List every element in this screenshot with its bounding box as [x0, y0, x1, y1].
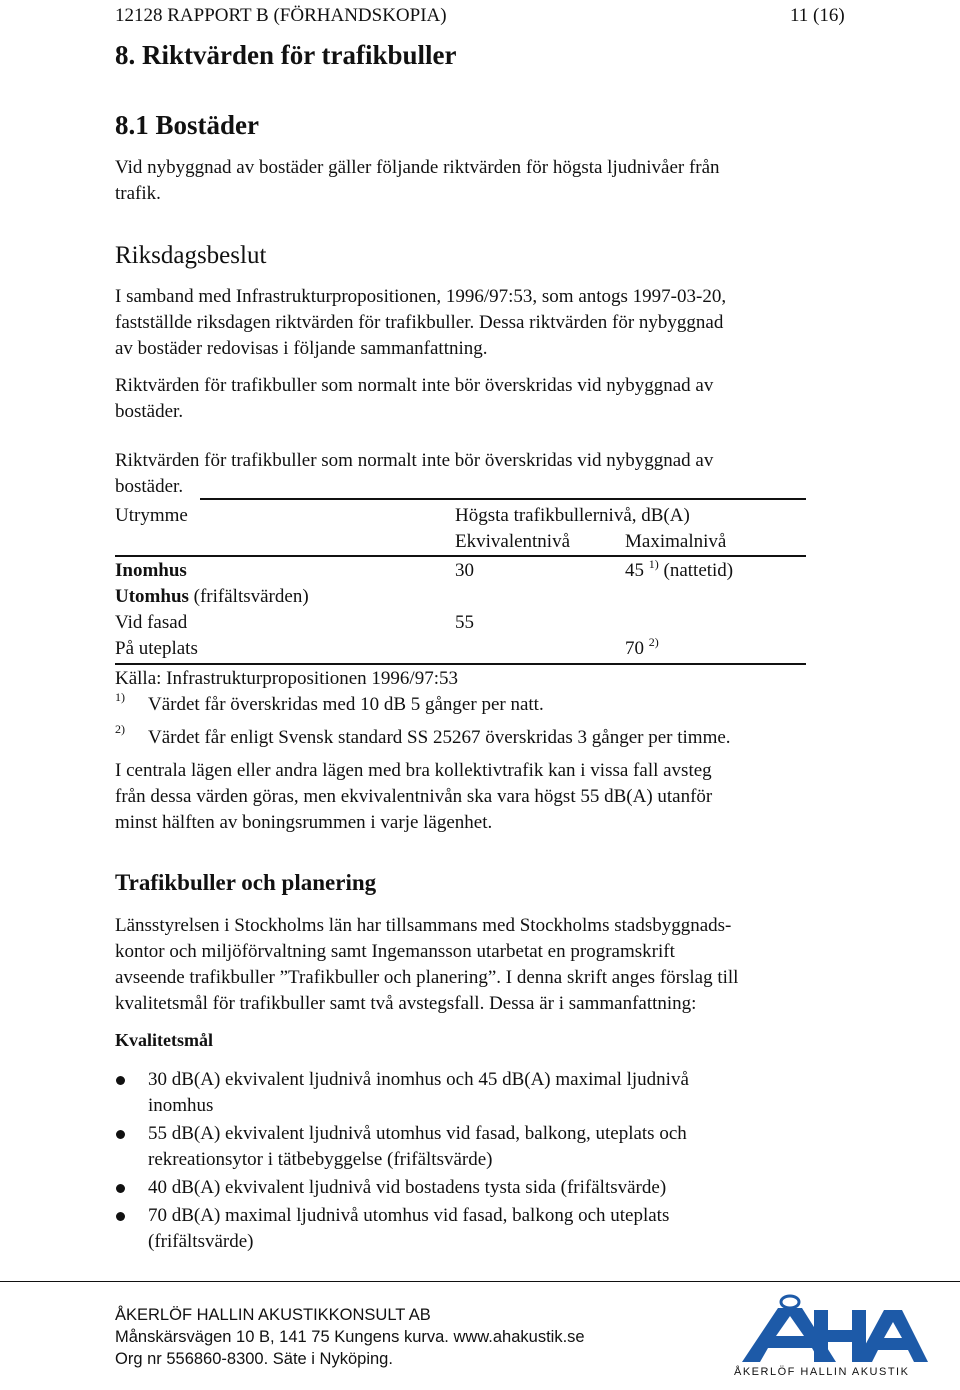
table-source: Källa: Infrastrukturpropositionen 1996/97:53 — [115, 668, 458, 689]
table-header-max-level: Högsta trafikbullernivå, dB(A) — [455, 505, 690, 526]
table-cell-maximal: 70 $^{2)}$ — [625, 635, 659, 659]
list-item-line: 55 dB(A) ekvivalent ljudnivå utomhus vid fasad, balkong, uteplats och — [148, 1123, 687, 1144]
table-header-maximal: Maximalnivå — [625, 531, 727, 552]
planering-heading: Trafikbuller och planering — [115, 870, 377, 895]
table-cell-equivalent: 30 — [455, 560, 474, 581]
intro-line-1: Vid nybyggnad av bostäder gäller följande riktvärden för högsta ljudnivåer från — [115, 157, 720, 178]
table-row-label: Inomhus — [115, 560, 187, 581]
planering-line-3: avseende trafikbuller ”Trafikbuller och planering”. I denna skrift anges förslag till — [115, 967, 739, 988]
list-item-line: 30 dB(A) ekvivalent ljudnivå inomhus och 45 dB(A) maximal ljudnivå — [148, 1069, 689, 1090]
riksdag-line-1: I samband med Infrastrukturpropositionen, 1996/97:53, som antogs 1997-03-20, — [115, 286, 727, 307]
intro-line-2: trafik. — [115, 183, 161, 204]
caption-2-line-1: Riktvärden för trafikbuller som normalt inte bör överskridas vid nybyggnad av — [115, 450, 714, 471]
bullet-icon — [116, 1212, 125, 1221]
table-header-space: Utrymme — [115, 505, 188, 526]
planering-line-1: Länsstyrelsen i Stockholms län har tillsammans med Stockholms stadsbyggnads- — [115, 915, 732, 936]
table-row-label: Utomhus (frifältsvärden) — [115, 586, 309, 607]
note-2-marker: 2) — [115, 722, 125, 736]
list-item-line: inomhus — [148, 1095, 214, 1116]
table-row-label: Vid fasad — [115, 612, 188, 633]
table-cell-equivalent: 55 — [455, 612, 474, 633]
riksdag-line-2: fastställde riksdagen riktvärden för trafikbuller. Dessa riktvärden för nybyggnad — [115, 312, 724, 333]
caption-1-line-2: bostäder. — [115, 401, 184, 422]
subsection-title: 8.1 Bostäder — [115, 110, 259, 140]
central-line-2: från dessa värden göras, men ekvivalentnivån ska vara högst 55 dB(A) utanför — [115, 786, 713, 807]
central-line-3: minst hälften av boningsrummen i varje lägenhet. — [115, 812, 493, 833]
footer-address: Månskärsvägen 10 B, 141 75 Kungens kurva. www.ahakustik.se — [115, 1328, 585, 1346]
footer-company: ÅKERLÖF HALLIN AKUSTIKKONSULT AB — [115, 1306, 431, 1324]
note-1-marker: 1) — [115, 690, 125, 704]
bullet-icon — [116, 1130, 125, 1139]
note-2: Värdet får enligt Svensk standard SS 25267 överskridas 3 gånger per timme. — [148, 727, 731, 748]
planering-line-4: kvalitetsmål för trafikbuller samt två avstegsfall. Dessa är i sammanfattning: — [115, 993, 697, 1014]
caption-1-line-1: Riktvärden för trafikbuller som normalt inte bör överskridas vid nybyggnad av — [115, 375, 714, 396]
list-item-line: rekreationsytor i tätbebyggelse (frifältsvärde) — [148, 1149, 493, 1170]
riksdagsbeslut-heading: Riksdagsbeslut — [115, 242, 267, 269]
bullet-icon — [116, 1184, 125, 1193]
bullet-icon — [116, 1076, 125, 1085]
riksdag-line-3: av bostäder redovisas i följande sammanfattning. — [115, 338, 488, 359]
logo-text: ÅKERLÖF HALLIN AKUSTIK — [734, 1366, 910, 1378]
list-item-line: 70 dB(A) maximal ljudnivå utomhus vid fasad, balkong och uteplats — [148, 1205, 670, 1226]
company-logo — [728, 1290, 928, 1385]
section-title: 8. Riktvärden för trafikbuller — [115, 40, 457, 70]
table-header-equivalent: Ekvivalentnivå — [455, 531, 571, 552]
central-line-1: I centrala lägen eller andra lägen med bra kollektivtrafik kan i vissa fall avsteg — [115, 760, 712, 781]
table-row-label: På uteplats — [115, 638, 198, 659]
table-cell-maximal: 45 $^{1)}$ (nattetid) — [625, 557, 734, 581]
table-header-rule — [115, 555, 806, 557]
caption-2-line-2: bostäder. — [115, 476, 184, 497]
footer-rule — [0, 1281, 960, 1282]
kvalitetsmal-heading: Kvalitetsmål — [115, 1030, 213, 1050]
footer-org: Org nr 556860-8300. Säte i Nyköping. — [115, 1350, 393, 1368]
note-1: Värdet får överskridas med 10 dB 5 gånger per natt. — [148, 694, 544, 715]
list-item-line: 40 dB(A) ekvivalent ljudnivå vid bostadens tysta sida (frifältsvärde) — [148, 1177, 667, 1198]
table-bottom-rule — [115, 663, 806, 665]
list-item-line: (frifältsvärde) — [148, 1231, 254, 1252]
planering-line-2: kontor och miljöförvaltning samt Ingemansson utarbetat en programskrift — [115, 941, 675, 962]
table-top-rule — [200, 498, 806, 500]
report-title: 12128 RAPPORT B (FÖRHANDSKOPIA) — [115, 5, 447, 26]
page-number: 11 (16) — [790, 5, 845, 26]
